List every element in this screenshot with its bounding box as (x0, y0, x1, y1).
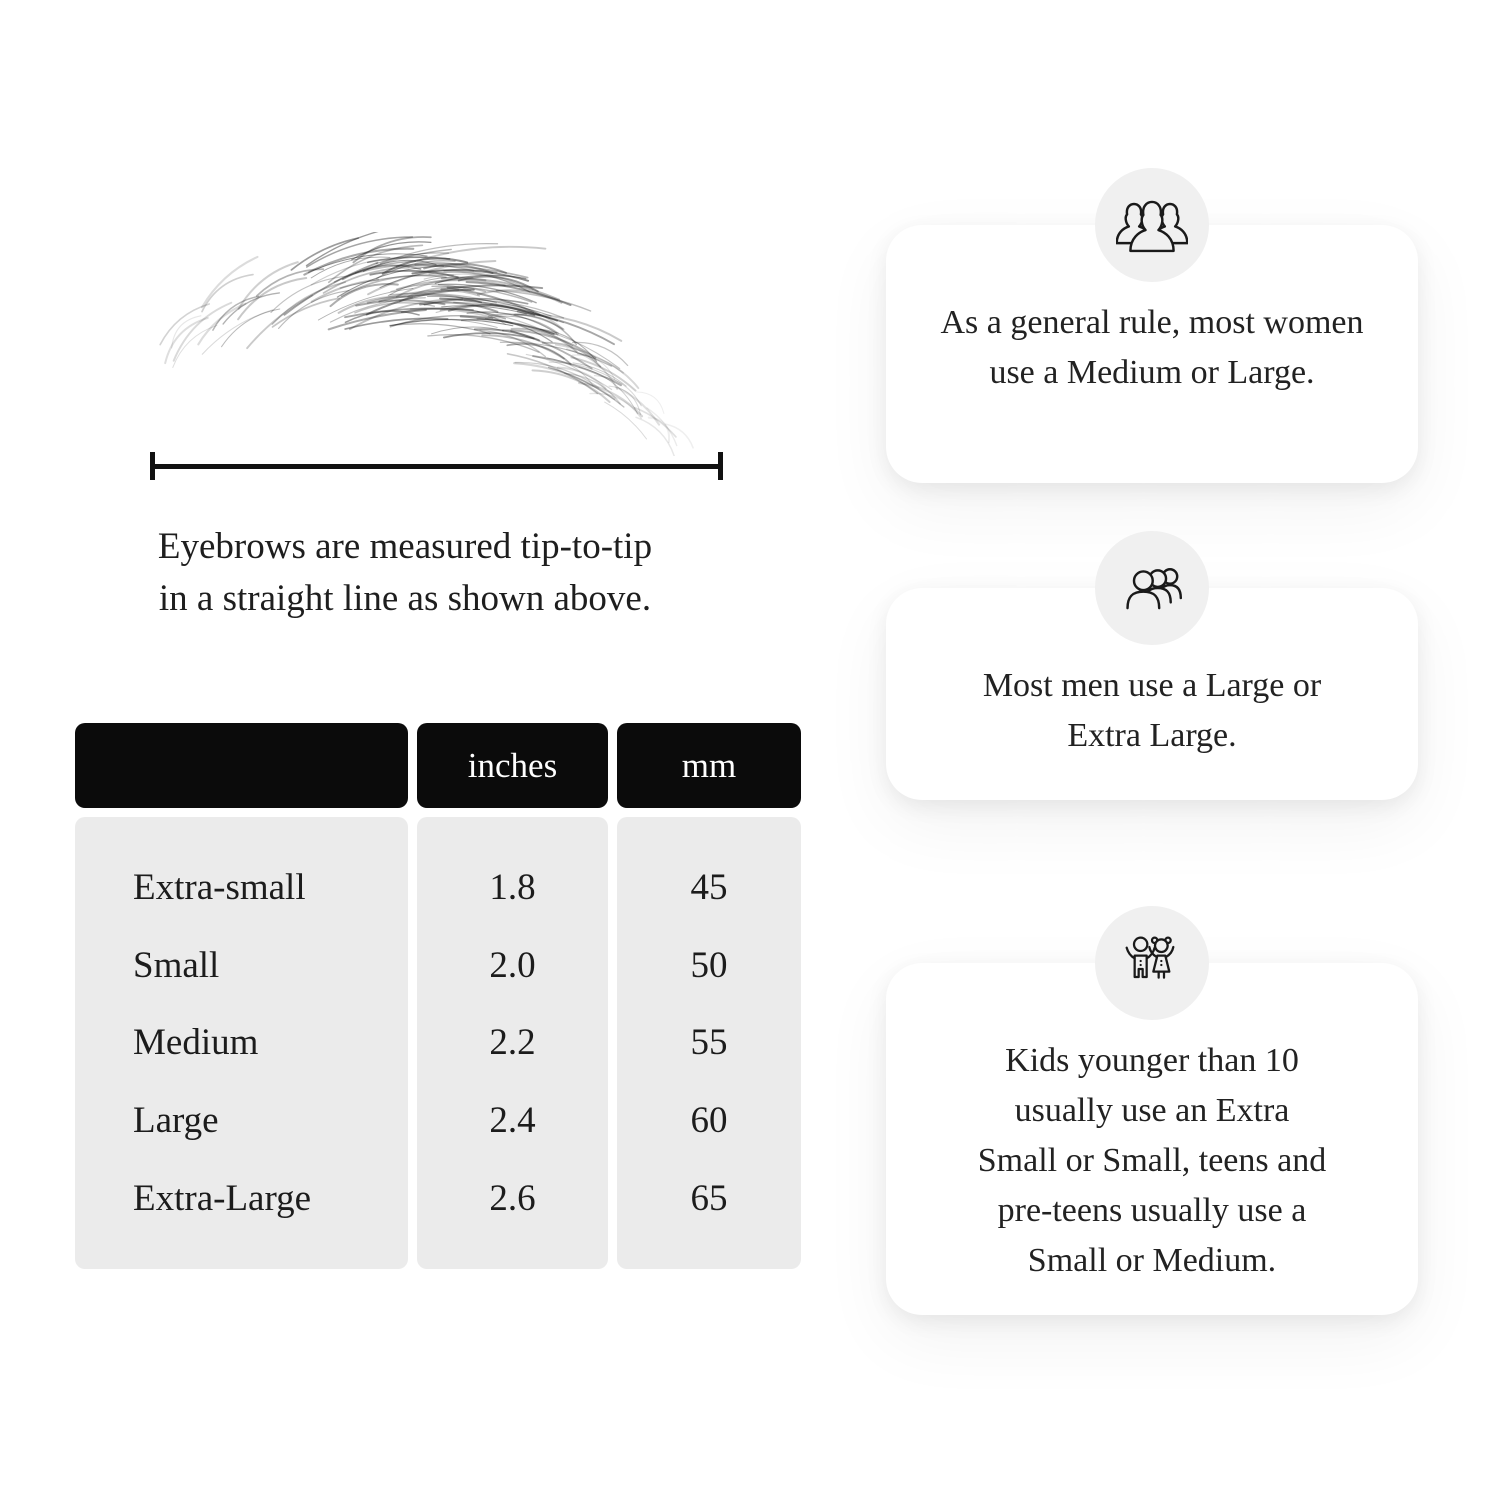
kids-icon-glyph (1116, 933, 1188, 993)
eyebrow-sketch (113, 232, 725, 456)
size-value-mm: 45 (690, 866, 728, 908)
eyebrow-illustration (113, 232, 725, 456)
measurement-line (150, 452, 723, 480)
caption-line-2: in a straight line as shown above. (158, 578, 652, 619)
size-table-header-mm: mm (617, 723, 801, 808)
women-group-icon-glyph (1116, 195, 1188, 255)
card-women-text (886, 298, 1418, 398)
card-text-line: usually use an Extra (1014, 1092, 1290, 1129)
size-value-mm: 60 (690, 1100, 728, 1142)
size-value-inches: 1.8 (489, 866, 536, 908)
card-text-line: pre-teens usually use a (997, 1192, 1307, 1229)
card-text-line: Kids younger than 10 (1005, 1042, 1299, 1079)
size-value-inches: 2.0 (489, 944, 536, 986)
size-row-label: Small (133, 944, 220, 986)
measurement-caption (60, 521, 750, 625)
card-text-line: Small or Small, teens and (977, 1142, 1327, 1179)
size-value-inches: 2.4 (489, 1100, 536, 1142)
card-text-line: Small or Medium. (1027, 1242, 1277, 1279)
caption-line-1: Eyebrows are measured tip-to-tip (157, 526, 653, 567)
card-text-line: Most men use a Large or (982, 667, 1322, 704)
size-table-inches-column (417, 817, 608, 1269)
card-text-line: use a Medium or Large. (989, 354, 1315, 391)
size-table-header-blank (75, 723, 408, 808)
size-row-label: Medium (133, 1022, 259, 1064)
card-text-line: Extra Large. (1067, 717, 1237, 754)
size-row-label: Extra-Large (133, 1178, 312, 1220)
women-group-icon (1095, 168, 1209, 282)
size-table-header-inches: inches (417, 723, 608, 808)
men-group-icon (1095, 531, 1209, 645)
size-table (75, 723, 801, 1269)
card-women-guidance (886, 225, 1418, 483)
size-table-header-row (75, 723, 801, 808)
measurement-line-bar (150, 464, 723, 469)
card-kids-guidance (886, 963, 1418, 1315)
men-group-icon-glyph (1116, 558, 1188, 618)
card-men-text (886, 661, 1418, 761)
size-value-mm: 55 (690, 1022, 728, 1064)
measurement-line-right-cap (718, 452, 723, 480)
size-value-mm: 65 (690, 1178, 728, 1220)
size-value-inches: 2.2 (489, 1022, 536, 1064)
size-table-label-column (75, 817, 408, 1269)
size-table-body (75, 817, 801, 1269)
size-row-label: Extra-small (133, 866, 306, 908)
card-kids-text (886, 1036, 1418, 1286)
size-row-label: Large (133, 1100, 219, 1142)
card-men-guidance (886, 588, 1418, 800)
size-value-mm: 50 (690, 944, 728, 986)
kids-icon (1095, 906, 1209, 1020)
size-value-inches: 2.6 (489, 1178, 536, 1220)
size-table-mm-column (617, 817, 801, 1269)
card-text-line: As a general rule, most women (940, 304, 1364, 341)
